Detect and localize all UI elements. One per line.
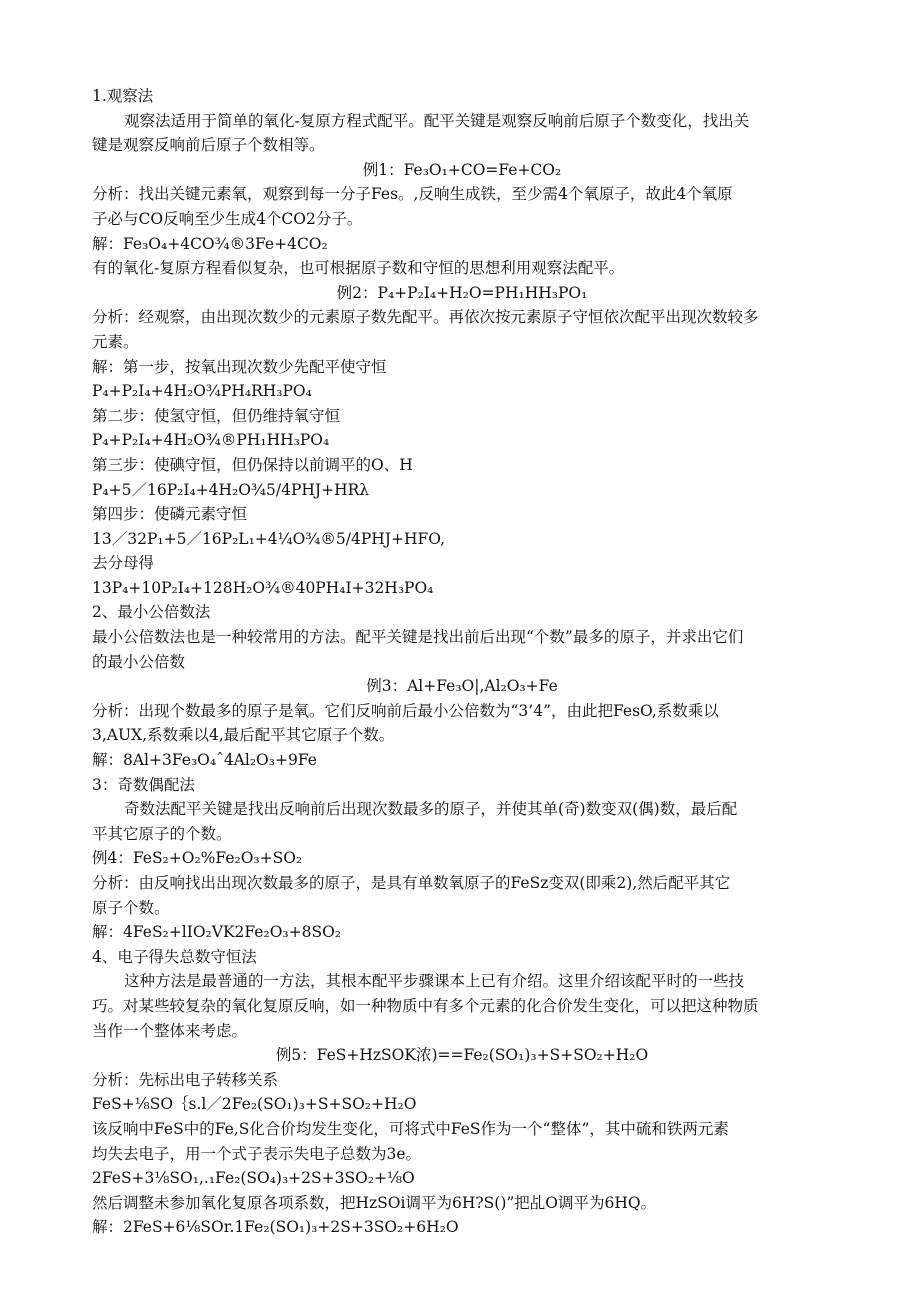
paragraph-line: 巧。对某些较复杂的氧化复原反响，如一种物质中有多个元素的化合价发生变化，可以把这种物质 xyxy=(92,996,759,1015)
analysis-line: 分析：找出关键元素氧，观察到每一分子Fes。,反响生成铁，至少需4个氧原子，故此4个氧原 xyxy=(92,185,733,204)
solution-step: 去分母得 xyxy=(92,554,155,573)
analysis-line: 分析：由反响找出出现次数最多的原子，是具有单数氧原子的FeSz变双(即乘2),然后配平其它 xyxy=(92,874,731,892)
paragraph-line: 这种方法是最普通的一方法，其根本配平步骤课本上已有介绍。这里介绍该配平时的一些技 xyxy=(124,972,745,991)
solution-step: 解：第一步，按氧出现次数少先配平使守恒 xyxy=(92,357,387,376)
solution-line: 解：Fe₃O₄+4CO¾®3Fe+4CO₂ xyxy=(92,234,328,253)
example-4-equation: 例4：FeS₂+O₂%Fe₂O₃+SO₂ xyxy=(92,849,303,868)
document-body xyxy=(92,84,832,1240)
paragraph-line: 该反响中FeS中的Fe,S化合价均发生变化，可将式中FeS作为一个“整体”，其中硫和铁两元素 xyxy=(92,1119,729,1138)
paragraph-line: 有的氧化-复原方程看似复杂，也可根据原子数和守恒的思想利用观察法配平。 xyxy=(92,259,625,278)
section-heading-lcm: 2、最小公倍数法 xyxy=(92,603,211,622)
solution-step: 第三步：使碘守恒，但仍保持以前调平的O、H xyxy=(92,455,413,474)
analysis-line: 分析：先标出电子转移关系 xyxy=(92,1070,279,1089)
section-heading-odd-even: 3：奇数偶配法 xyxy=(92,775,195,794)
example-5-equation: 例5：FeS+HzSOK浓)==Fe₂(SO₁)₃+S+SO₂+H₂O xyxy=(275,1046,649,1065)
analysis-line: 子必与CO反响至少生成4个CO2分子。 xyxy=(92,209,363,228)
paragraph-line: 的最小公倍数 xyxy=(92,652,186,671)
equation-line: 13P₄+10P₂I₄+128H₂O¾®40PH₄I+32H₃PO₄ xyxy=(92,578,434,597)
solution-line: 解：4FeS₂+lIO₂VK2Fe₂O₃+8SO₂ xyxy=(92,923,341,942)
analysis-line: 分析：出现个数最多的原子是氧。它们反响前后最小公倍数为“3’4”，由此把FesO,系数乘以 xyxy=(92,701,719,720)
solution-step: 第二步：使氢守恒，但仍维持氧守恒 xyxy=(92,406,341,425)
solution-line: 解：8Al+3Fe₃O₄ˆ4Al₂O₃+9Fe xyxy=(92,751,317,770)
paragraph-line: 观察法适用于简单的氧化-复原方程式配平。配平关键是观察反响前后原子个数变化，找出关 xyxy=(124,111,750,130)
analysis-line: 分析：经观察，由出现次数少的元素原子数先配平。再依次按元素原子守恒依次配平出现次数较多 xyxy=(92,308,759,327)
paragraph-line: 最小公倍数法也是一种较常用的方法。配平关键是找出前后出现“个数”最多的原子，并求出它们 xyxy=(92,628,744,647)
example-3-equation: 例3：Al+Fe₃O|,Al₂O₃+Fe xyxy=(366,677,558,696)
equation-line: P₄+P₂I₄+4H₂O¾®PH₁HH₃PO₄ xyxy=(92,431,330,450)
paragraph-line: 当作一个整体来考虑。 xyxy=(92,1021,248,1040)
paragraph-line: 奇数法配平关键是找出反响前后出现次数最多的原子，并使其单(奇)数变双(偶)数，最后配 xyxy=(124,800,738,819)
equation-line: P₄+P₂I₄+4H₂O¾PH₄RH₃PO₄ xyxy=(92,382,312,401)
equation-line: 13／32P₁+5／16P₂L₁+4¼O¾®5/4PHJ+HFO, xyxy=(92,529,446,548)
example-2-equation: 例2：P₄+P₂I₄+H₂O=PH₁HH₃PO₁ xyxy=(336,283,588,302)
analysis-line: 3,AUX,系数乘以4,最后配平其它原子个数。 xyxy=(92,726,395,745)
equation-line: 2FeS+3⅛SO₁,.₁Fe₂(SO₄)₃+2S+3SO₂+⅛O xyxy=(92,1169,415,1188)
paragraph-line: 平其它原子的个数。 xyxy=(92,824,232,843)
solution-line: 解：2FeS+6⅛SOr.1Fe₂(SO₁)₃+2S+3SO₂+6H₂O xyxy=(92,1218,459,1237)
equation-line: FeS+⅛SO｛s.l／2Fe₂(SO₁)₃+S+SO₂+H₂O xyxy=(92,1095,417,1114)
section-heading-observation: 1.观察法 xyxy=(92,87,154,105)
analysis-line: 元素。 xyxy=(92,332,139,351)
analysis-line: 原子个数。 xyxy=(92,898,170,917)
section-heading-electron: 4、电子得失总数守恒法 xyxy=(92,947,257,966)
equation-line: P₄+5／16P₂I₄+4H₂O¾5/4PHJ+HRλ xyxy=(92,480,370,499)
paragraph-line: 然后调整未参加氧化复原各项系数，把HzSOi调平为6H?S()”把乩O调平为6HQ。 xyxy=(92,1193,657,1212)
example-1-equation: 例1：Fe₃O₁+CO=Fe+CO₂ xyxy=(362,160,562,179)
paragraph-line: 均失去电子，用一个式子表示失电子总数为3e。 xyxy=(92,1144,422,1163)
paragraph-line: 键是观察反响前后原子个数相等。 xyxy=(92,136,325,155)
solution-step: 第四步：使磷元素守恒 xyxy=(92,505,248,524)
